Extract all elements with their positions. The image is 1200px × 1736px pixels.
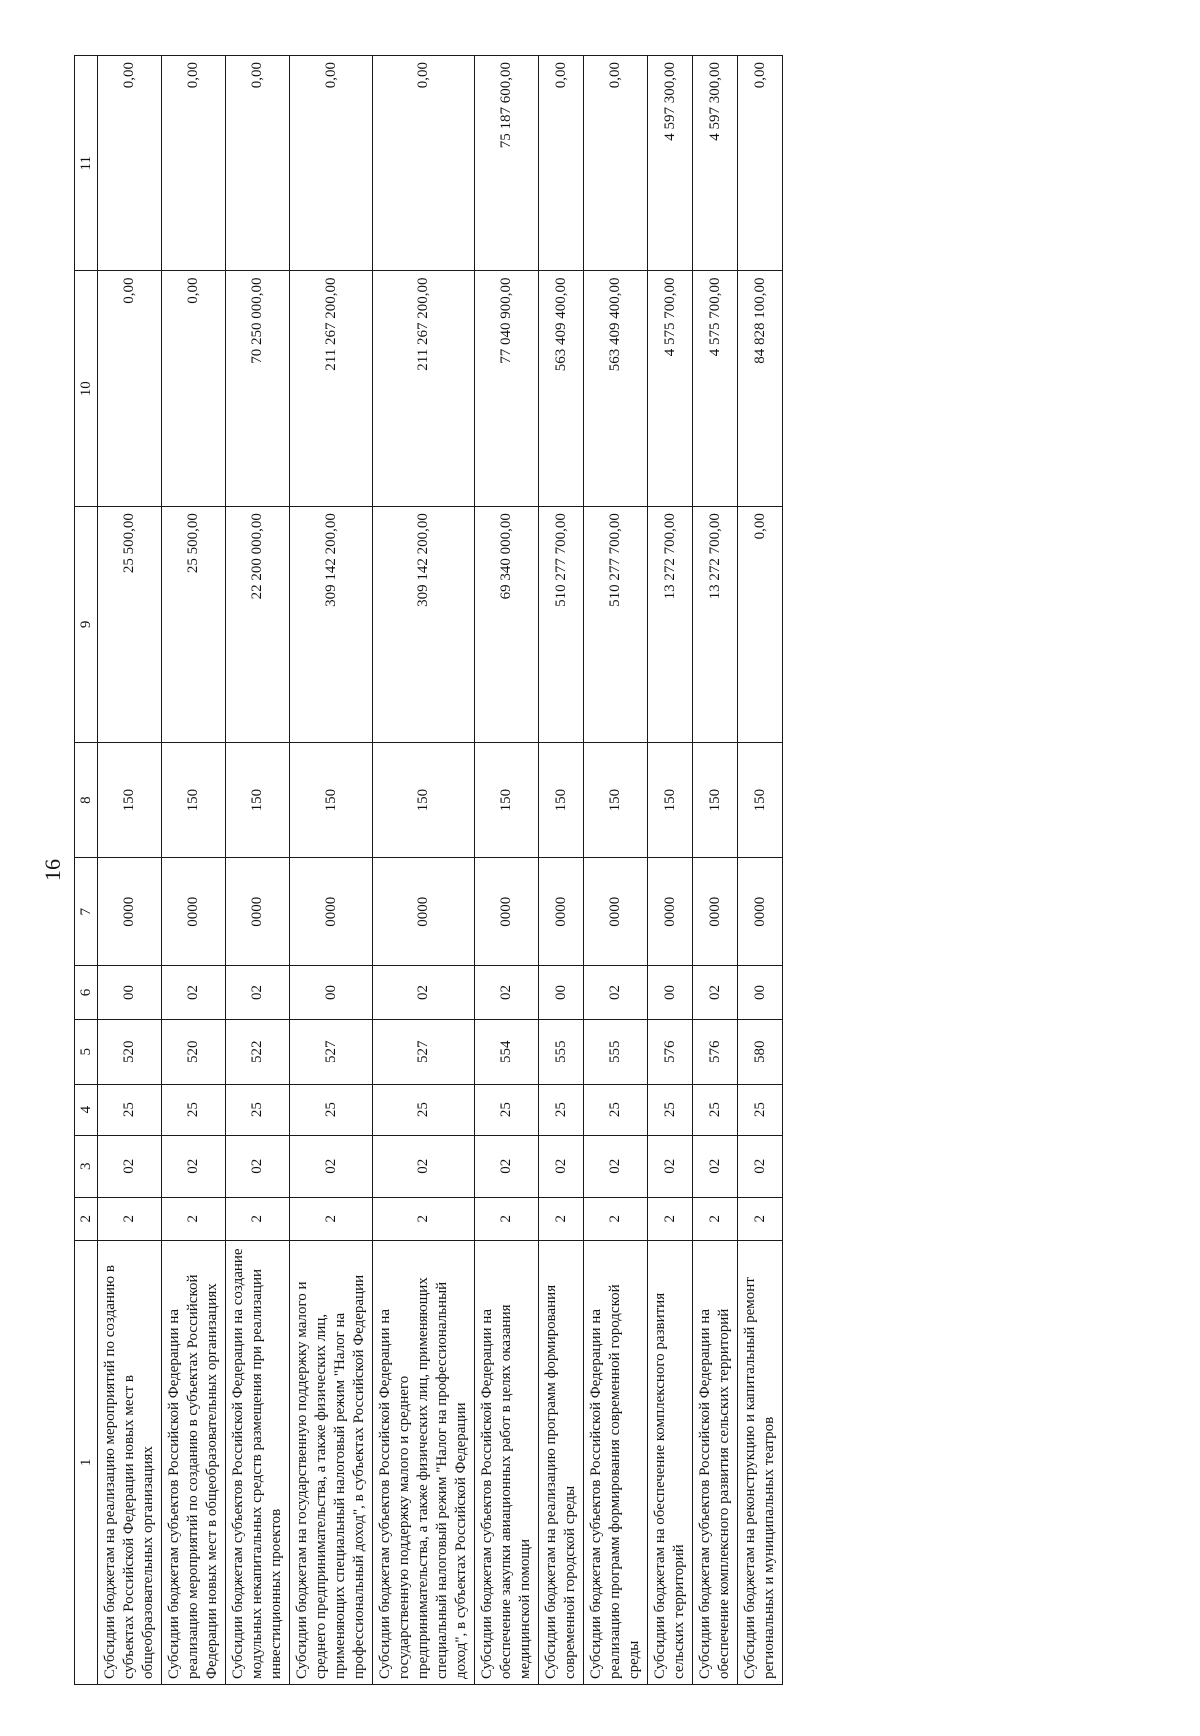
- table-row: [373, 56, 475, 1685]
- amount-cell: 22 200 000,00: [226, 507, 290, 743]
- code-cell: 555: [584, 1019, 648, 1084]
- code-cell: 150: [373, 742, 475, 858]
- amount-cell: 75 187 600,00: [475, 56, 539, 271]
- code-cell: 2: [539, 1197, 584, 1240]
- amount-cell: 0,00: [738, 507, 783, 743]
- amount-cell: 4 597 300,00: [648, 56, 693, 271]
- table-row: [162, 56, 226, 1685]
- amount-cell: 4 575 700,00: [648, 271, 693, 507]
- code-cell: 0000: [98, 858, 162, 966]
- code-cell: 0000: [475, 858, 539, 966]
- code-cell: 0000: [693, 858, 738, 966]
- code-cell: 00: [648, 966, 693, 1020]
- amount-cell: 510 277 700,00: [584, 507, 648, 743]
- code-cell: 576: [693, 1019, 738, 1084]
- code-cell: 02: [475, 966, 539, 1020]
- row-description: Субсидии бюджетам на реализацию программ формирования современной городской среды: [539, 1240, 584, 1684]
- code-cell: 0000: [738, 858, 783, 966]
- code-cell: 555: [539, 1019, 584, 1084]
- column-header: 8: [75, 742, 98, 858]
- code-cell: 02: [584, 966, 648, 1020]
- row-description: Субсидии бюджетам субъектов Российской Федерации на обеспечение комплексного развития сельских территорий: [693, 1240, 738, 1684]
- code-cell: 0000: [290, 858, 373, 966]
- row-description: Субсидии бюджетам на государственную поддержку малого и среднего предпринимательства, а также физических лиц, применяющих специальный налоговый режим "Налог на профессиональный доход", в субъектах Российской Федерации: [290, 1240, 373, 1684]
- code-cell: 00: [738, 966, 783, 1020]
- code-cell: 02: [162, 1135, 226, 1197]
- code-cell: 576: [648, 1019, 693, 1084]
- amount-cell: 563 409 400,00: [539, 271, 584, 507]
- code-cell: 2: [162, 1197, 226, 1240]
- amount-cell: 0,00: [373, 56, 475, 271]
- code-cell: 2: [738, 1197, 783, 1240]
- row-description: Субсидии бюджетам субъектов Российской Федерации на создание модульных некапитальных средств размещения при реализации инвестиционных проектов: [226, 1240, 290, 1684]
- column-header: 6: [75, 966, 98, 1020]
- code-cell: 2: [584, 1197, 648, 1240]
- code-cell: 0000: [584, 858, 648, 966]
- code-cell: 580: [738, 1019, 783, 1084]
- code-cell: 02: [373, 1135, 475, 1197]
- code-cell: 2: [290, 1197, 373, 1240]
- code-cell: 02: [475, 1135, 539, 1197]
- table-row: [584, 56, 648, 1685]
- amount-cell: 309 142 200,00: [290, 507, 373, 743]
- code-cell: 02: [693, 1135, 738, 1197]
- code-cell: 02: [738, 1135, 783, 1197]
- column-header: 9: [75, 507, 98, 743]
- amount-cell: 0,00: [162, 271, 226, 507]
- column-header: 1: [75, 1240, 98, 1684]
- amount-cell: 4 575 700,00: [693, 271, 738, 507]
- column-header: 2: [75, 1197, 98, 1240]
- amount-cell: 25 500,00: [98, 507, 162, 743]
- code-cell: 0000: [226, 858, 290, 966]
- table-row: [98, 56, 162, 1685]
- table-row: [539, 56, 584, 1685]
- table-row: [475, 56, 539, 1685]
- row-description: Субсидии бюджетам на обеспечение комплексного развития сельских территорий: [648, 1240, 693, 1684]
- code-cell: 2: [693, 1197, 738, 1240]
- table-row: [648, 56, 693, 1685]
- amount-cell: 0,00: [584, 56, 648, 271]
- code-cell: 02: [648, 1135, 693, 1197]
- code-cell: 25: [475, 1084, 539, 1135]
- code-cell: 02: [226, 966, 290, 1020]
- code-cell: 25: [373, 1084, 475, 1135]
- code-cell: 0000: [539, 858, 584, 966]
- code-cell: 150: [648, 742, 693, 858]
- table-row: [226, 56, 290, 1685]
- row-description: Субсидии бюджетам на реализацию мероприятий по созданию в субъектах Российской Федерации новых мест в общеобразовательных организациях: [98, 1240, 162, 1684]
- code-cell: 2: [98, 1197, 162, 1240]
- column-header: 3: [75, 1135, 98, 1197]
- row-description: Субсидии бюджетам субъектов Российской Федерации на реализацию программ формирования современной городской среды: [584, 1240, 648, 1684]
- amount-cell: 4 597 300,00: [693, 56, 738, 271]
- amount-cell: 0,00: [539, 56, 584, 271]
- amount-cell: 0,00: [98, 56, 162, 271]
- code-cell: 25: [226, 1084, 290, 1135]
- code-cell: 25: [98, 1084, 162, 1135]
- code-cell: 150: [738, 742, 783, 858]
- code-cell: 00: [290, 966, 373, 1020]
- column-header: 7: [75, 858, 98, 966]
- code-cell: 02: [290, 1135, 373, 1197]
- row-description: Субсидии бюджетам субъектов Российской Федерации на реализацию мероприятий по созданию в субъектах Российской Федерации новых мест в общеобразовательных организациях: [162, 1240, 226, 1684]
- table-body: [98, 56, 783, 1685]
- amount-cell: 211 267 200,00: [373, 271, 475, 507]
- row-description: Субсидии бюджетам субъектов Российской Федерации на государственную поддержку малого и среднего предпринимательства, а также физических лиц, применяющих специальный налоговый режим "Налог на профессиональный доход", в субъектах Российской Федерации: [373, 1240, 475, 1684]
- budget-table: [74, 55, 783, 1685]
- code-cell: 527: [290, 1019, 373, 1084]
- code-cell: 150: [584, 742, 648, 858]
- amount-cell: 0,00: [98, 271, 162, 507]
- code-cell: 02: [162, 966, 226, 1020]
- amount-cell: 25 500,00: [162, 507, 226, 743]
- amount-cell: 510 277 700,00: [539, 507, 584, 743]
- amount-cell: 0,00: [162, 56, 226, 271]
- code-cell: 2: [648, 1197, 693, 1240]
- code-cell: 2: [226, 1197, 290, 1240]
- code-cell: 02: [584, 1135, 648, 1197]
- code-cell: 25: [290, 1084, 373, 1135]
- code-cell: 25: [584, 1084, 648, 1135]
- code-cell: 2: [475, 1197, 539, 1240]
- table-row: [738, 56, 783, 1685]
- code-cell: 25: [539, 1084, 584, 1135]
- table-row: [290, 56, 373, 1685]
- code-cell: 150: [693, 742, 738, 858]
- code-cell: 150: [98, 742, 162, 858]
- column-header: 11: [75, 56, 98, 271]
- code-cell: 150: [162, 742, 226, 858]
- amount-cell: 77 040 900,00: [475, 271, 539, 507]
- code-cell: 25: [648, 1084, 693, 1135]
- code-cell: 150: [539, 742, 584, 858]
- row-description: Субсидии бюджетам на реконструкцию и капитальный ремонт региональных и муниципальных театров: [738, 1240, 783, 1684]
- table-row: [693, 56, 738, 1685]
- code-cell: 02: [373, 966, 475, 1020]
- code-cell: 25: [162, 1084, 226, 1135]
- amount-cell: 13 272 700,00: [648, 507, 693, 743]
- code-cell: 150: [290, 742, 373, 858]
- page-number: 16: [40, 859, 65, 881]
- column-header: 4: [75, 1084, 98, 1135]
- code-cell: 2: [373, 1197, 475, 1240]
- code-cell: 0000: [162, 858, 226, 966]
- code-cell: 520: [162, 1019, 226, 1084]
- code-cell: 02: [693, 966, 738, 1020]
- code-cell: 0000: [373, 858, 475, 966]
- column-header: 5: [75, 1019, 98, 1084]
- code-cell: 520: [98, 1019, 162, 1084]
- amount-cell: 0,00: [290, 56, 373, 271]
- amount-cell: 13 272 700,00: [693, 507, 738, 743]
- amount-cell: 0,00: [738, 56, 783, 271]
- code-cell: 25: [738, 1084, 783, 1135]
- amount-cell: 69 340 000,00: [475, 507, 539, 743]
- code-cell: 0000: [648, 858, 693, 966]
- rotated-document-page: [40, 45, 1170, 1695]
- code-cell: 527: [373, 1019, 475, 1084]
- amount-cell: 309 142 200,00: [373, 507, 475, 743]
- amount-cell: 70 250 000,00: [226, 271, 290, 507]
- amount-cell: 84 828 100,00: [738, 271, 783, 507]
- row-description: Субсидии бюджетам субъектов Российской Федерации на обеспечение закупки авиационных работ в целях оказания медицинской помощи: [475, 1240, 539, 1684]
- code-cell: 02: [226, 1135, 290, 1197]
- code-cell: 02: [98, 1135, 162, 1197]
- amount-cell: 211 267 200,00: [290, 271, 373, 507]
- code-cell: 25: [693, 1084, 738, 1135]
- amount-cell: 563 409 400,00: [584, 271, 648, 507]
- column-number-row: [75, 56, 98, 1685]
- amount-cell: 0,00: [226, 56, 290, 271]
- code-cell: 150: [475, 742, 539, 858]
- code-cell: 150: [226, 742, 290, 858]
- code-cell: 00: [539, 966, 584, 1020]
- column-header: 10: [75, 271, 98, 507]
- code-cell: 02: [539, 1135, 584, 1197]
- code-cell: 00: [98, 966, 162, 1020]
- code-cell: 554: [475, 1019, 539, 1084]
- code-cell: 522: [226, 1019, 290, 1084]
